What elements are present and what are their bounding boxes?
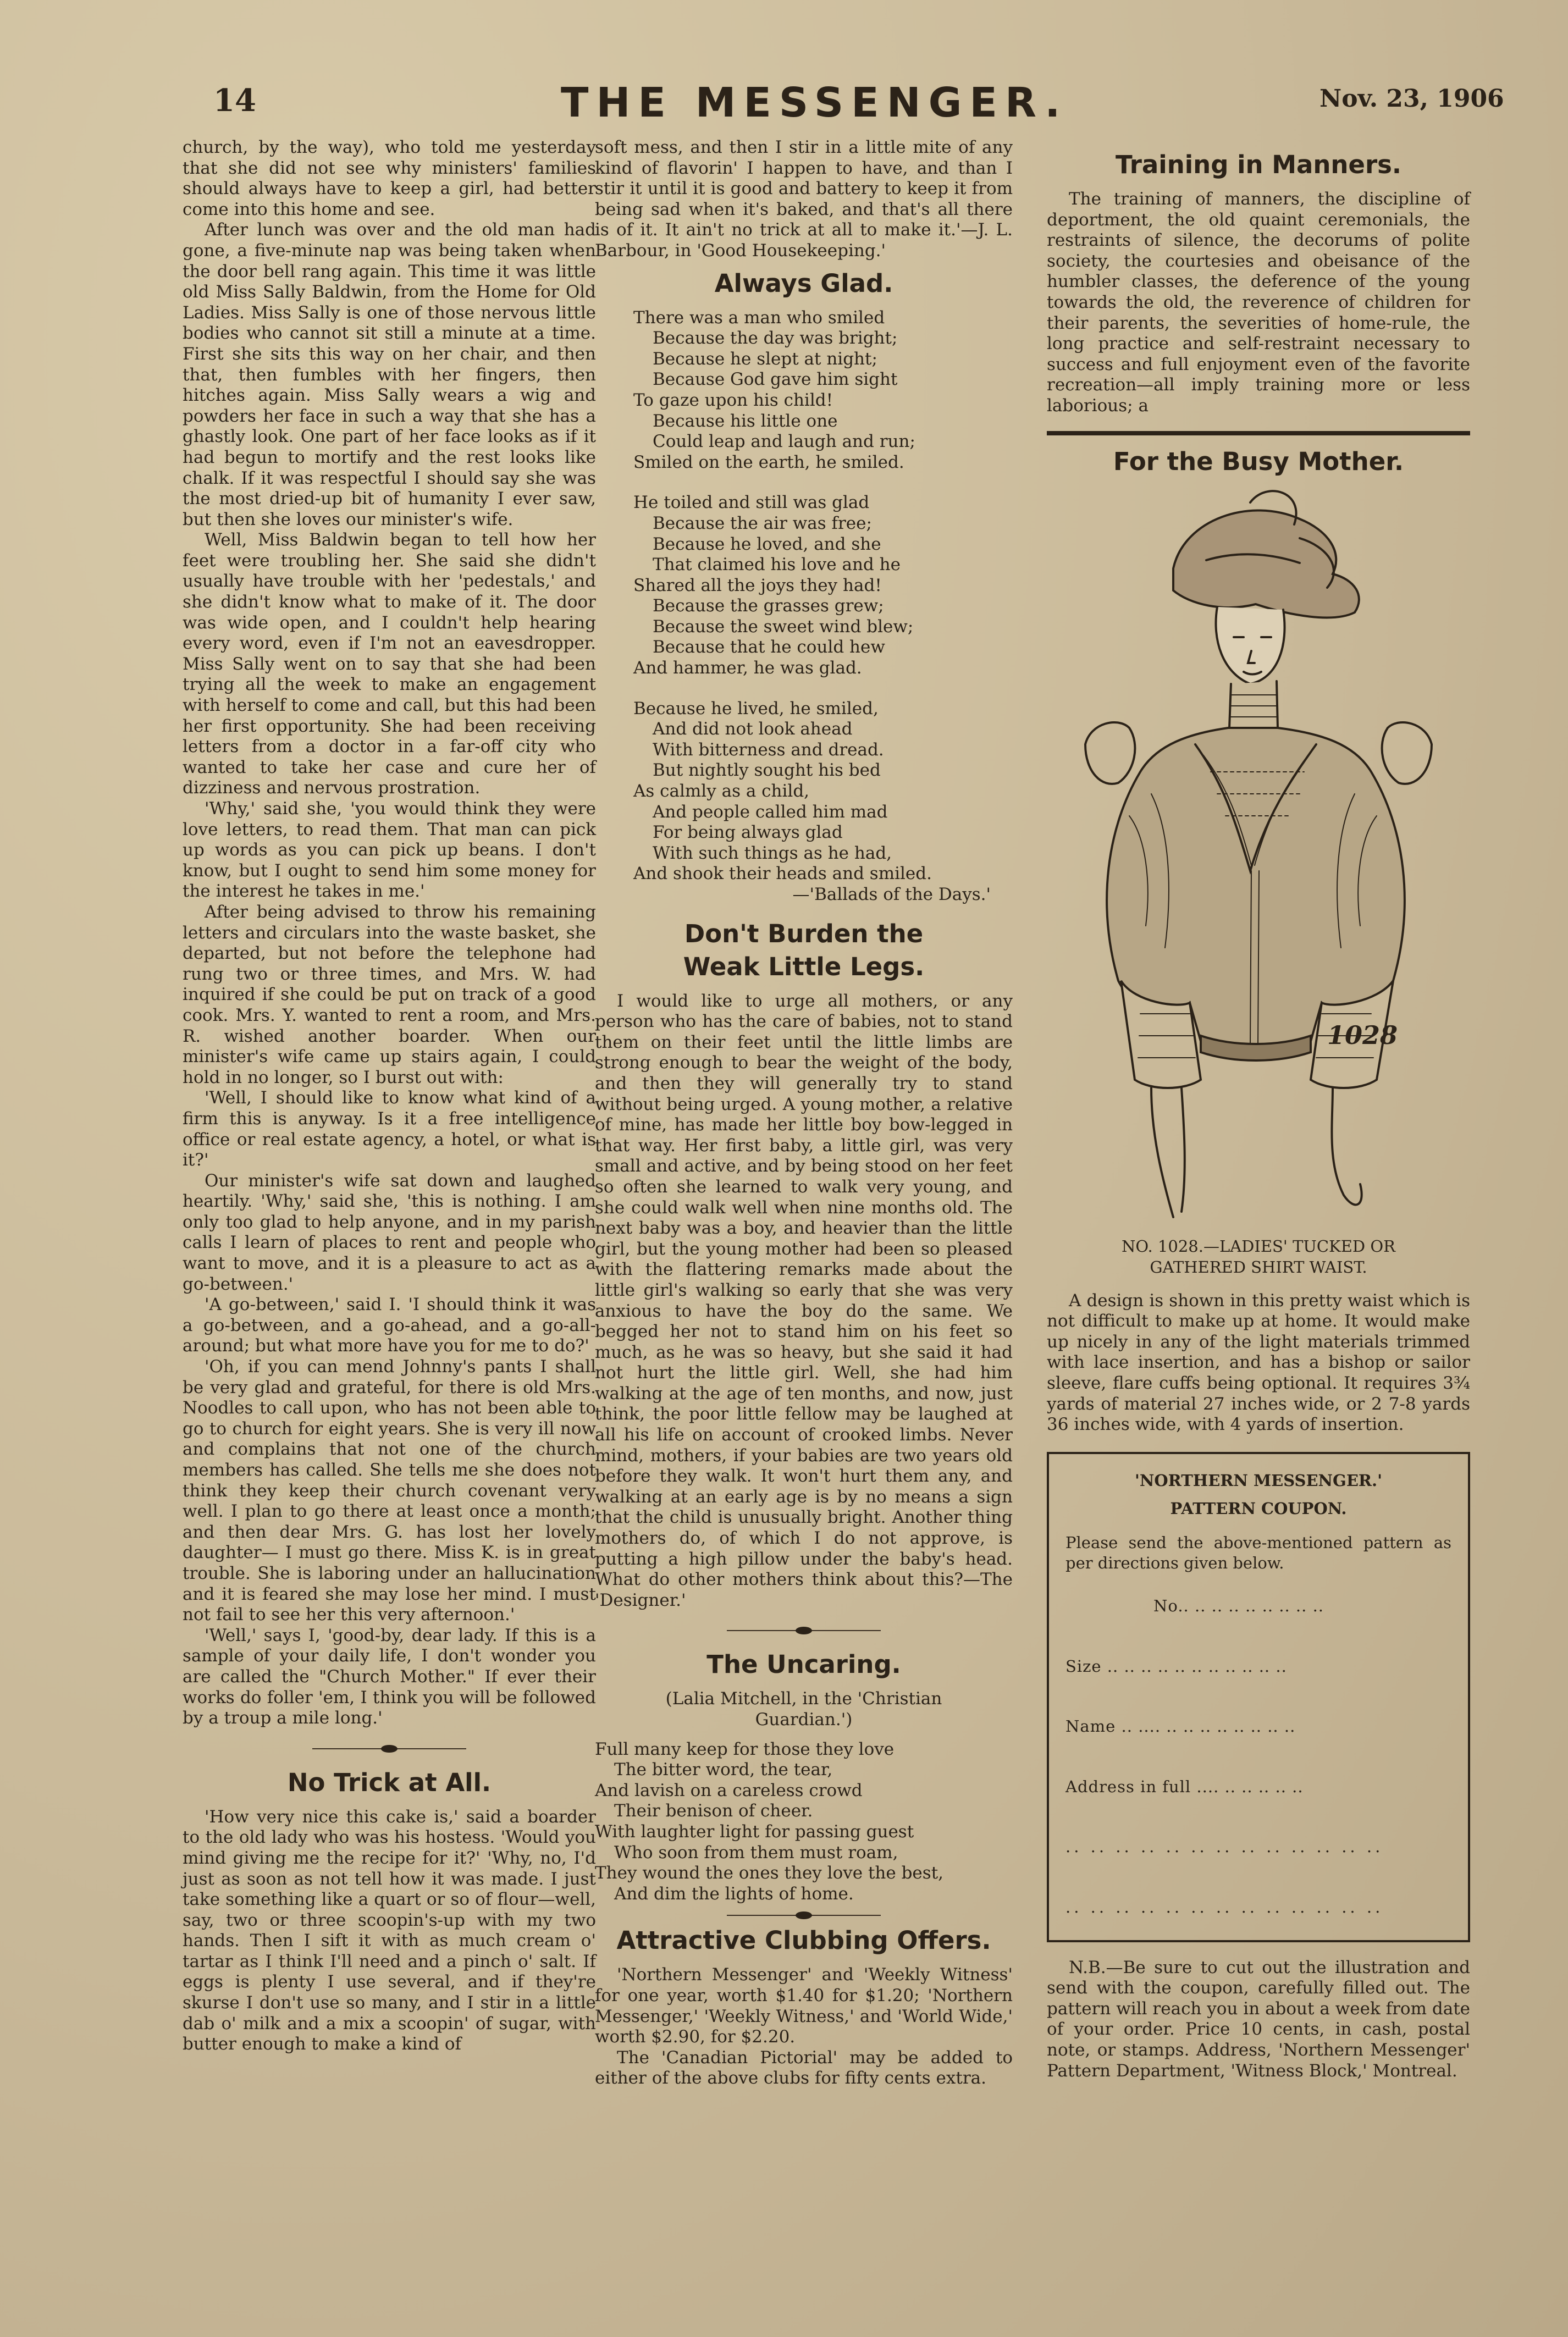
poem-line: With laughter light for passing guest (595, 1821, 914, 1842)
divider-ornament (727, 1625, 881, 1636)
poem-line: Because that he could hew (653, 637, 885, 658)
issue-date: Nov. 23, 1906 (1319, 85, 1504, 113)
poem-line: Because he slept at night; (653, 349, 877, 369)
poem-line: To gaze upon his child! (633, 390, 833, 410)
poem-line: And lavish on a careless crowd (595, 1780, 863, 1800)
article-paragraph: church, by the way), who told me yesterday that she did not see why ministers' families should always have to keep a girl, had better come into this home and see. (183, 137, 596, 219)
poem-byline: (Lalia Mitchell, in the 'Christian Guardian.') (665, 1689, 942, 1730)
article-paragraph: 'Oh, if you can mend Johnny's pants I shall be very glad and grateful, for there is old Mrs. Noodles to call upon, who has not been able to go to church for eight years. She is very ill now and complains that not one of the church members has called. She tells me she does not think they keep their church covenant very well. I plan to go there at least once a month; and then dear Mrs. G. has lost her lovely daughter— I must go there. Miss K. is in great trouble. She is laboring under an hallucination and it is feared she may lose her mind. I must not fail to see her this very afternoon.' (183, 1357, 596, 1625)
caption-line: NO. 1028.—LADIES' TUCKED OR (1122, 1236, 1395, 1256)
poem-line: Because the air was free; (653, 513, 872, 533)
page-number: 14 (213, 82, 256, 119)
poem-line: Shared all the joys they had! (633, 575, 882, 595)
masthead (0, 79, 1568, 132)
heading-always-glad: Always Glad. (714, 268, 893, 298)
heading-busy-mother: For the Busy Mother. (1113, 446, 1404, 476)
poem-line: Smiled on the earth, he smiled. (633, 452, 904, 472)
poem-line: Because the day was bright; (653, 328, 898, 349)
coupon-title: 'NORTHERN MESSENGER.' (1134, 1471, 1383, 1490)
heading-manners: Training in Manners. (1115, 150, 1402, 179)
article-paragraph: N.B.—Be sure to cut out the illustration and send with the coupon, carefully filled out. The pattern will reach you in about a week from date of your order. Price 10 cents, in cash, postal note, or stamps. Address, 'Northern Messenger' Pattern Department, 'Witness Block,' Montreal. (1047, 1957, 1470, 2081)
poem-always-glad (595, 308, 1013, 885)
poem-line: The bitter word, the tear, (614, 1760, 833, 1780)
column-right (1047, 148, 1470, 2081)
coupon-address-field[interactable]: Address in full .... .. .. .. .. .. (1065, 1777, 1304, 1796)
article-paragraph: 'Well,' says I, 'good-by, dear lady. If this is a sample of your daily life, I don't wonder you are called the "Church Mother." If ever their works do foller 'em, I think you will be followed by a troup a mile long.' (183, 1625, 596, 1728)
poem-line: Because he loved, and she (653, 534, 881, 554)
article-paragraph: 'Northern Messenger' and 'Weekly Witness' for one year, worth $1.40 for $1.20; 'Northern Messenger,' 'Weekly Witness,' and 'World Wide,' worth $2.90, for $2.20. (595, 1965, 1013, 2047)
article-paragraph: I would like to urge all mothers, or any person who has the care of babies, not to stand them on their feet until the little limbs are strong enough to bear the weight of the body, and then they will generally try to stand without being urged. A young mother, a relative of mine, has made her little boy bow-legged in that way. Her first baby, a little girl, was very small and active, and by being stood on her feet so often she learned to walk very young, and she could walk well when nine months old. The next baby was a boy, and heavier than the little girl, but the young mother had been so pleased with the flattering remarks made about the little girl's walking so early that she was very anxious to have the boy do the same. We begged her not to stand him on his feet so much, as he was so heavy, but she said it had not hurt the little girl. Well, she had him walking at the age of ten months, and now, just think, the poor little fellow may be laughed at all his life on account of crooked limbs. Never mind, mothers, if your babies are two years old before they walk. It won't hurt them any, and walking at an early age is by no means a sign that the child is unusually bright. Another thing mothers do, of which I do not approve, is putting a high pillow under the baby's head. What do other mothers think about this?—The 'Designer.' (595, 991, 1013, 1610)
poem-line: They wound the ones they love the best, (595, 1863, 944, 1883)
article-paragraph: A design is shown in this pretty waist which is not difficult to make up at home. It would make up nicely in any of the light materials trimmed with lace insertion, and has a bishop or sailor sleeve, flare cuffs being optional. It requires 3¾ yards of material 27 inches wide, or 2 7-8 yards 36 inches wide, with 4 yards of insertion. (1047, 1290, 1470, 1435)
section-rule (1047, 431, 1470, 435)
heading-little-legs: Don't Burden the Weak Little Legs. (683, 919, 925, 981)
poem-line: He toiled and still was glad (633, 493, 870, 513)
poem-line: Their benison of cheer. (614, 1801, 813, 1821)
poem-line: Because the sweet wind blew; (653, 616, 914, 637)
poem-line: Because God gave him sight (653, 369, 898, 390)
coupon-number-field[interactable]: No.. .. .. .. .. .. .. .. .. (1153, 1596, 1324, 1616)
poem-uncaring (595, 1739, 1013, 1905)
column-left (183, 137, 596, 2055)
article-paragraph: Our minister's wife sat down and laughed heartily. 'Why,' said she, 'this is nothing. I am only too glad to help anyone, and in my parish calls I learn of places to rent and people who want to move, and it is a pleasure to act as a go-between.' (183, 1170, 596, 1294)
coupon-name-field[interactable]: Name .. .... .. .. .. .. .. .. .. .. (1065, 1717, 1296, 1736)
heading-no-trick: No Trick at All. (287, 1767, 492, 1797)
caption-line: GATHERED SHIRT WAIST. (1150, 1257, 1367, 1277)
poem-line: There was a man who smiled (633, 307, 885, 328)
article-paragraph: Well, Miss Baldwin began to tell how her feet were troubling her. She said she didn't usually have trouble with her 'pedestals,' and she didn't know what to make of it. The door was wide open, and I couldn't help hearing every word, even if I'm not an eavesdropper. Miss Sally went on to say that she had been trying all the week to make an engagement with herself to come and call, but this had been her first opportunity. She had been receiving letters from a doctor in a far-off city who wanted to take her case and cure her of dizziness and nervous prostration. (183, 530, 596, 798)
coupon-instructions: Please send the above-mentioned pattern as per directions given below. (1065, 1533, 1451, 1573)
shirt-waist-illustration (1069, 486, 1448, 1228)
poem-line: That claimed his love and he (653, 555, 901, 575)
poem-line: Because his little one (653, 411, 838, 431)
poem-line: And shook their heads and smiled. (633, 864, 932, 884)
coupon-address-line[interactable]: .. .. .. .. .. .. .. .. .. .. .. .. .. (1065, 1837, 1384, 1857)
poem-line: Because the grasses grew; (653, 596, 884, 616)
poem-line: For being always glad (653, 822, 843, 843)
divider-ornament (727, 1910, 881, 1921)
illustration-number: 1028 (1327, 1020, 1398, 1050)
poem-line: And did not look ahead (653, 719, 853, 739)
poem-line: And dim the lights of home. (614, 1883, 854, 1904)
coupon-size-field[interactable]: Size .. .. .. .. .. .. .. .. .. .. .. (1065, 1656, 1287, 1676)
article-paragraph: The training of manners, the discipline of deportment, the old quaint ceremonials, the restraints of silence, the decorums of polite society, the courtesies and obeisance of the humbler classes, the deference of the young towards the old, the reverence of children for their parents, the severities of home-rule, the long practice and self-restraint necessary to success and full enjoyment even of the favorite recreation—all imply training more or less laborious; a (1047, 189, 1470, 416)
column-middle (595, 137, 1013, 2089)
poem-line: But nightly sought his bed (653, 760, 881, 781)
poem-line: Who soon from them must roam, (614, 1842, 898, 1863)
poem-line: Because he lived, he smiled, (633, 698, 879, 719)
heading-uncaring: The Uncaring. (706, 1650, 901, 1679)
article-paragraph: After being advised to throw his remaining letters and circulars into the waste basket, she departed, but not before the telephone had rung two or three times, and Mrs. W. had inquired if she could be put on track of a good cook. Mrs. Y. wanted to rent a room, and Mrs. R. wished another boarder. When our minister's wife came up stairs again, I could hold in no longer, so I burst out with: (183, 902, 596, 1087)
article-paragraph: 'Why,' said she, 'you would think they were love letters, to read them. That man can pick up words as you can pick up beans. I don't know, but I ought to send him some money for the interest he takes in me.' (183, 799, 596, 902)
article-paragraph: 'Well, I should like to know what kind of a firm this is anyway. Is it a free intelligence office or real estate agency, a hotel, or what is it?' (183, 1088, 596, 1170)
article-paragraph: 'How very nice this cake is,' said a boarder to the old lady who was his hostess. 'Would you mind giving me the recipe for it?' 'Why, no, I'd just as soon as not tell how it was made. I just take something like a quart or so of flour—well, say, two or three scoopin's-up with my two hands. Then I sift it with as much cream o' tartar as I think I'll need and a pinch o' salt. If eggs is plenty I use several, and if they're skurse I don't use so many, and I stir in a little dab o' milk and a mix a scoopin' of sugar, with butter enough to make a kind of (183, 1806, 596, 2054)
illustration-caption (1047, 1236, 1470, 1278)
article-paragraph: soft mess, and then I stir in a little mite of any kind of flavorin' I happen to have, and than I stir it until it is good and battery to keep it from being sad when it's baked, and that's all there is of it. It ain't no trick at all to make it.'—J. L. Barbour, in 'Good Housekeeping.' (595, 137, 1013, 261)
poem-line: As calmly as a child, (633, 781, 810, 802)
poem-attribution: —'Ballads of the Days.' (792, 885, 991, 904)
poem-line: With bitterness and dread. (653, 739, 884, 760)
article-paragraph: 'A go-between,' said I. 'I should think it was a go-between, and a go-ahead, and a go-all-around; but what more have you for me to do?' (183, 1295, 596, 1356)
article-paragraph: The 'Canadian Pictorial' may be added to either of the above clubs for fifty cents extra. (595, 2047, 1013, 2089)
newspaper-title: THE MESSENGER. (561, 79, 1068, 126)
heading-clubbing: Attractive Clubbing Offers. (616, 1926, 991, 1955)
poem-line: Full many keep for those they love (595, 1739, 895, 1759)
article-paragraph: After lunch was over and the old man had gone, a five-minute nap was being taken when the door bell rang again. This time it was little old Miss Sally Baldwin, from the Home for Old Ladies. Miss Sally is one of those nervous little bodies who cannot sit still a minute at a time. First she sits this way on her chair, and then that, then fumbles with her fingers, then hitches again. Miss Sally wears a wig and powders her face in such a way that she has a ghastly look. One part of her face looks as if it had begun to mortify and the rest looks like chalk. If it was respectful I should say she was the most dried-up bit of humanity I ever saw, but then she loves our minister's wife. (183, 220, 596, 529)
divider-ornament (312, 1743, 466, 1754)
poem-line: And people called him mad (653, 802, 888, 822)
pattern-coupon (1047, 1452, 1470, 1942)
poem-line: And hammer, he was glad. (633, 658, 862, 678)
poem-line: Could leap and laugh and run; (653, 432, 915, 452)
poem-line: With such things as he had, (653, 843, 892, 863)
coupon-subtitle: PATTERN COUPON. (1170, 1499, 1347, 1518)
coupon-address-line[interactable]: .. .. .. .. .. .. .. .. .. .. .. .. .. (1065, 1898, 1384, 1917)
